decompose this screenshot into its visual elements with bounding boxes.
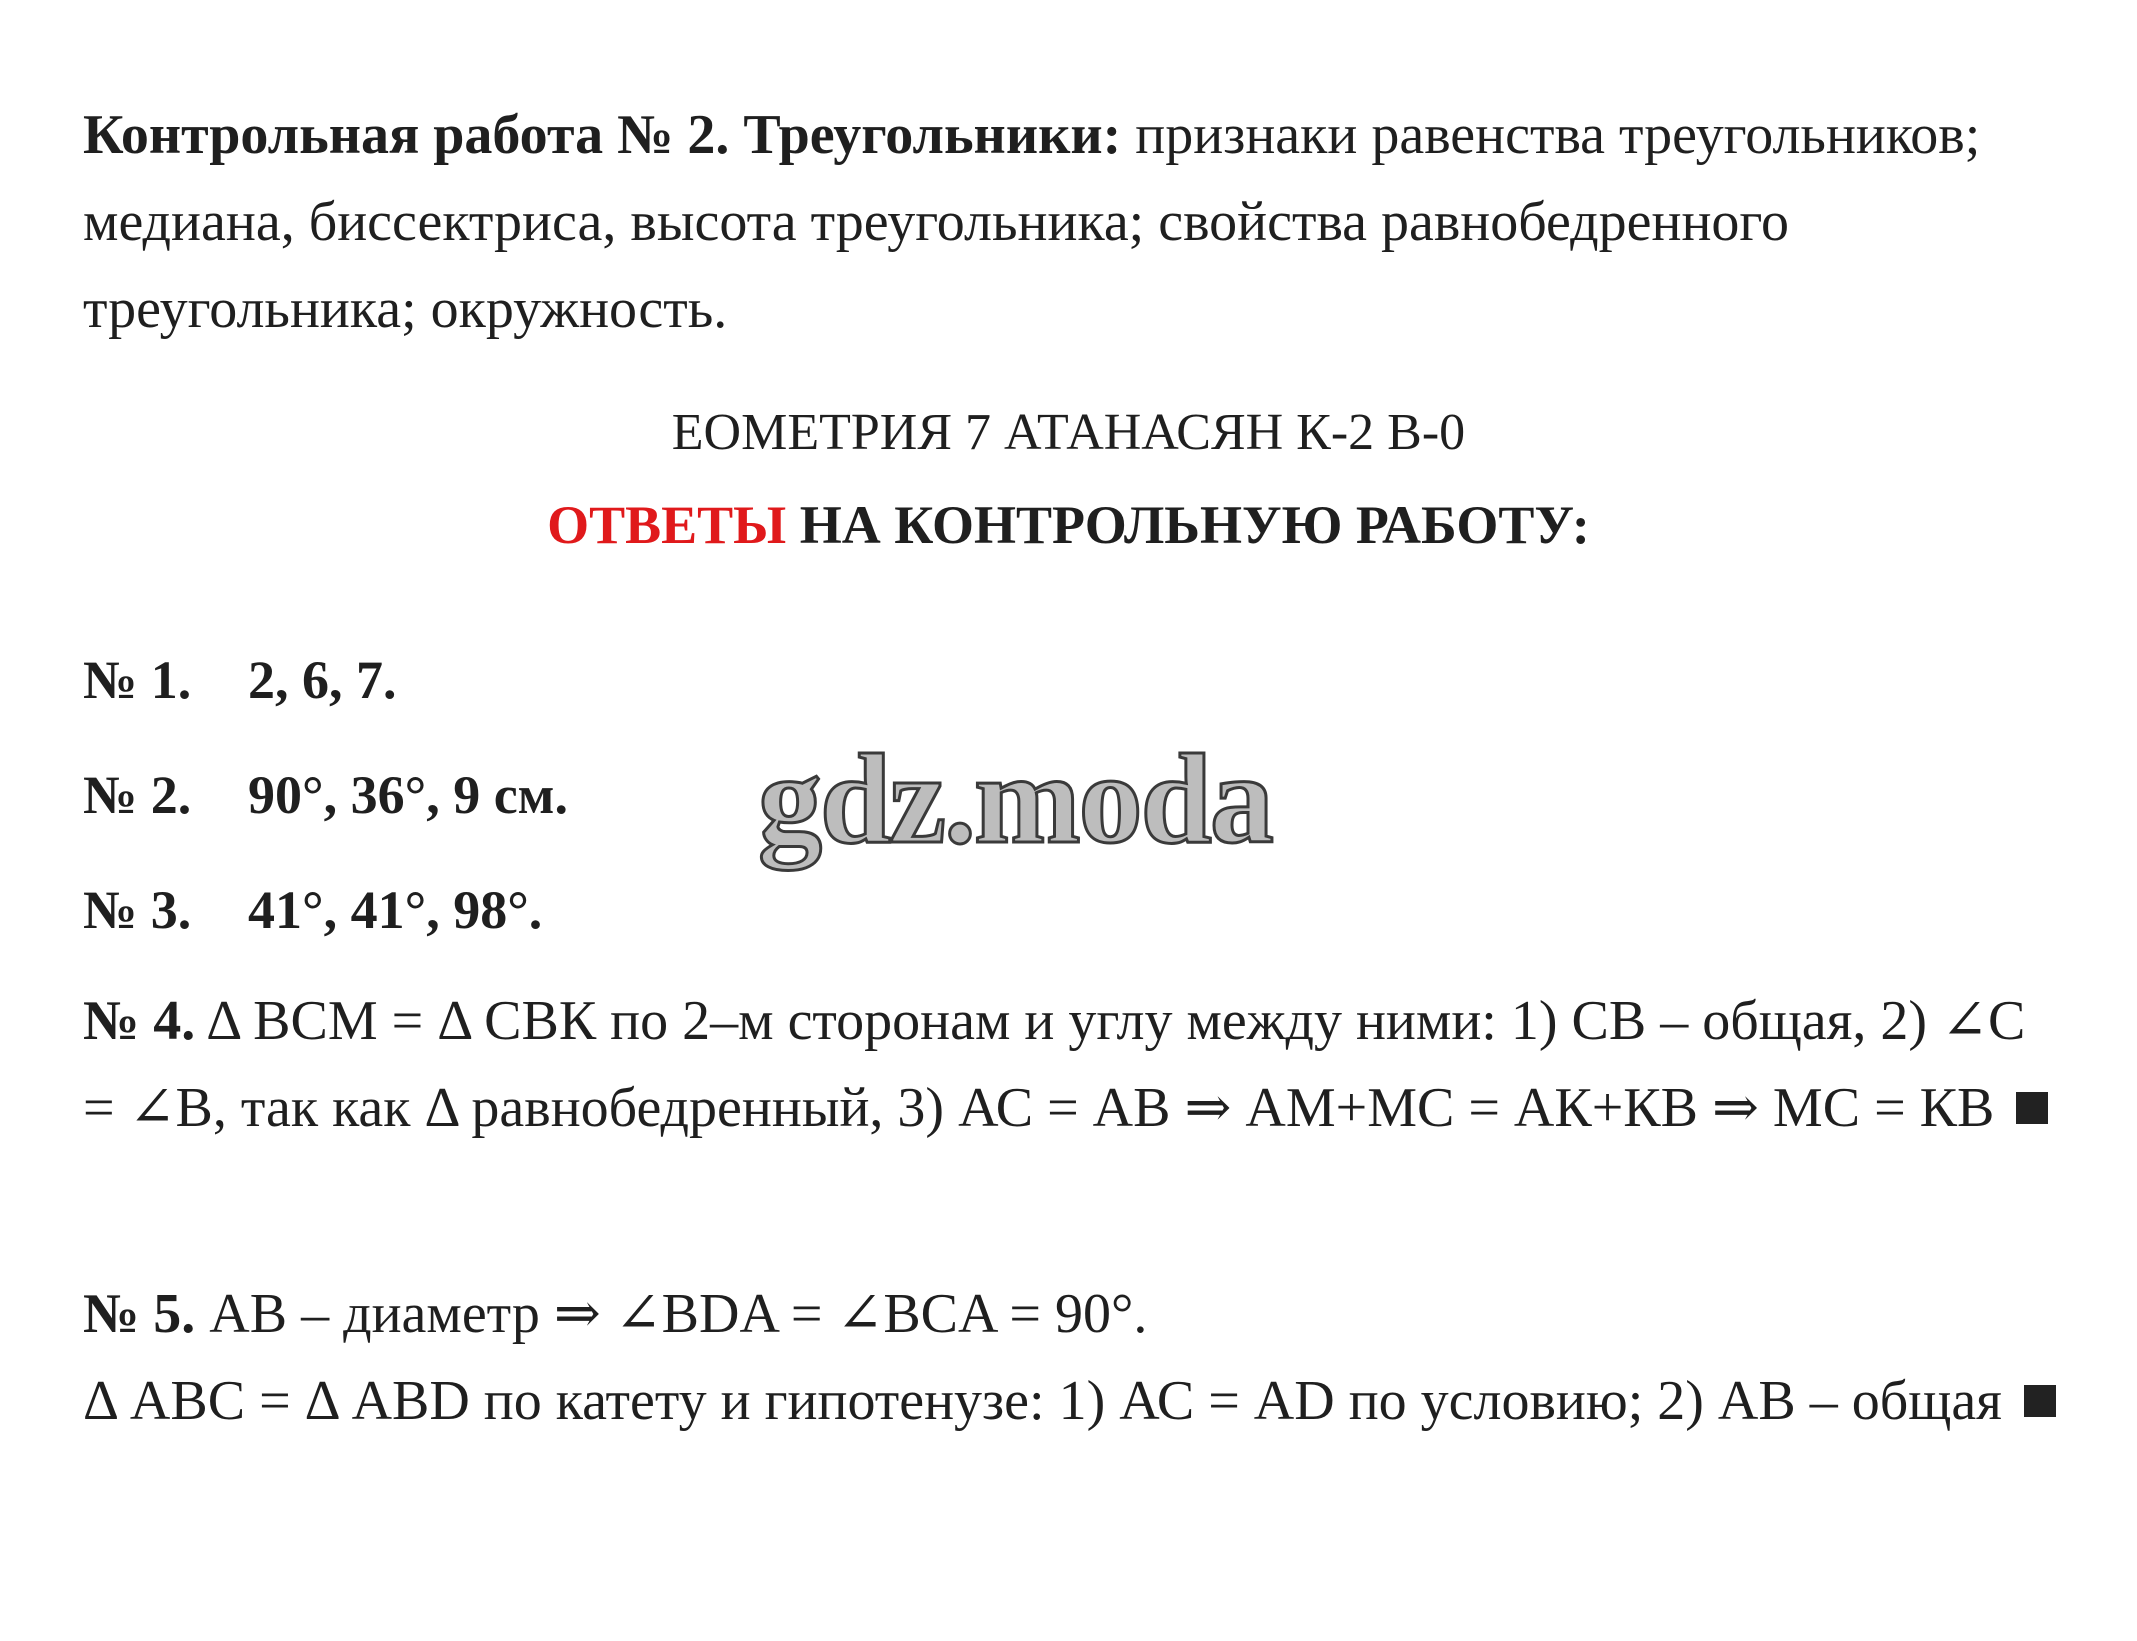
header-line: ЕОМЕТРИЯ 7 АТАНАСЯН К-2 В-0: [671, 404, 1466, 461]
answer-4-number: № 4.: [83, 990, 196, 1052]
answer-4: [83, 978, 2063, 1152]
test-description: [83, 92, 2063, 353]
answer-4-text: Δ ВСМ = Δ СВК по 2–м сторонам и углу между ними: 1) СВ – общая, 2) ∠С = ∠В, так как Δ равнобедренный, 3) АС = АВ ⇒ АМ+МС = АК+КВ ⇒ МС = КВ: [83, 990, 2026, 1139]
answer-5-line-2: Δ ABC = Δ ABD по катету и гипотенузе: 1) АС = AD по условию; 2) АВ – общая: [83, 1370, 2002, 1432]
answer-3-number: № 3.: [83, 880, 192, 940]
answers-heading-rest: НА КОНТРОЛЬНУЮ РАБОТУ:: [786, 495, 1590, 555]
test-topics: признаки равенства треугольников; медиана, биссектриса, высота треугольника; свойства равнобедренного треугольника; окружность.: [83, 104, 1981, 340]
answer-1: [83, 648, 397, 712]
end-of-proof-icon: [2016, 1092, 2048, 1124]
answer-2-number: № 2.: [83, 765, 192, 825]
answer-5-number: № 5.: [83, 1283, 196, 1345]
test-title: Контрольная работа № 2. Треугольники:: [83, 104, 1122, 166]
end-of-proof-icon: [2024, 1385, 2056, 1417]
answer-3: [83, 878, 542, 942]
answers-heading: [0, 490, 2137, 560]
answer-5: [83, 1271, 2063, 1445]
watermark-text: gdz.moda: [758, 728, 1272, 870]
answer-1-number: № 1.: [83, 650, 192, 710]
answer-1-text: 2, 6, 7.: [248, 650, 397, 710]
answer-2: [83, 763, 568, 827]
answers-heading-red: ОТВЕТЫ: [547, 495, 787, 555]
watermark-logo: [750, 720, 1370, 890]
answer-5-line-1: АВ – диаметр ⇒ ∠BDA = ∠BCA = 90°.: [195, 1283, 1148, 1345]
answer-2-text: 90°, 36°, 9 см.: [248, 765, 568, 825]
answer-3-text: 41°, 41°, 98°.: [248, 880, 543, 940]
